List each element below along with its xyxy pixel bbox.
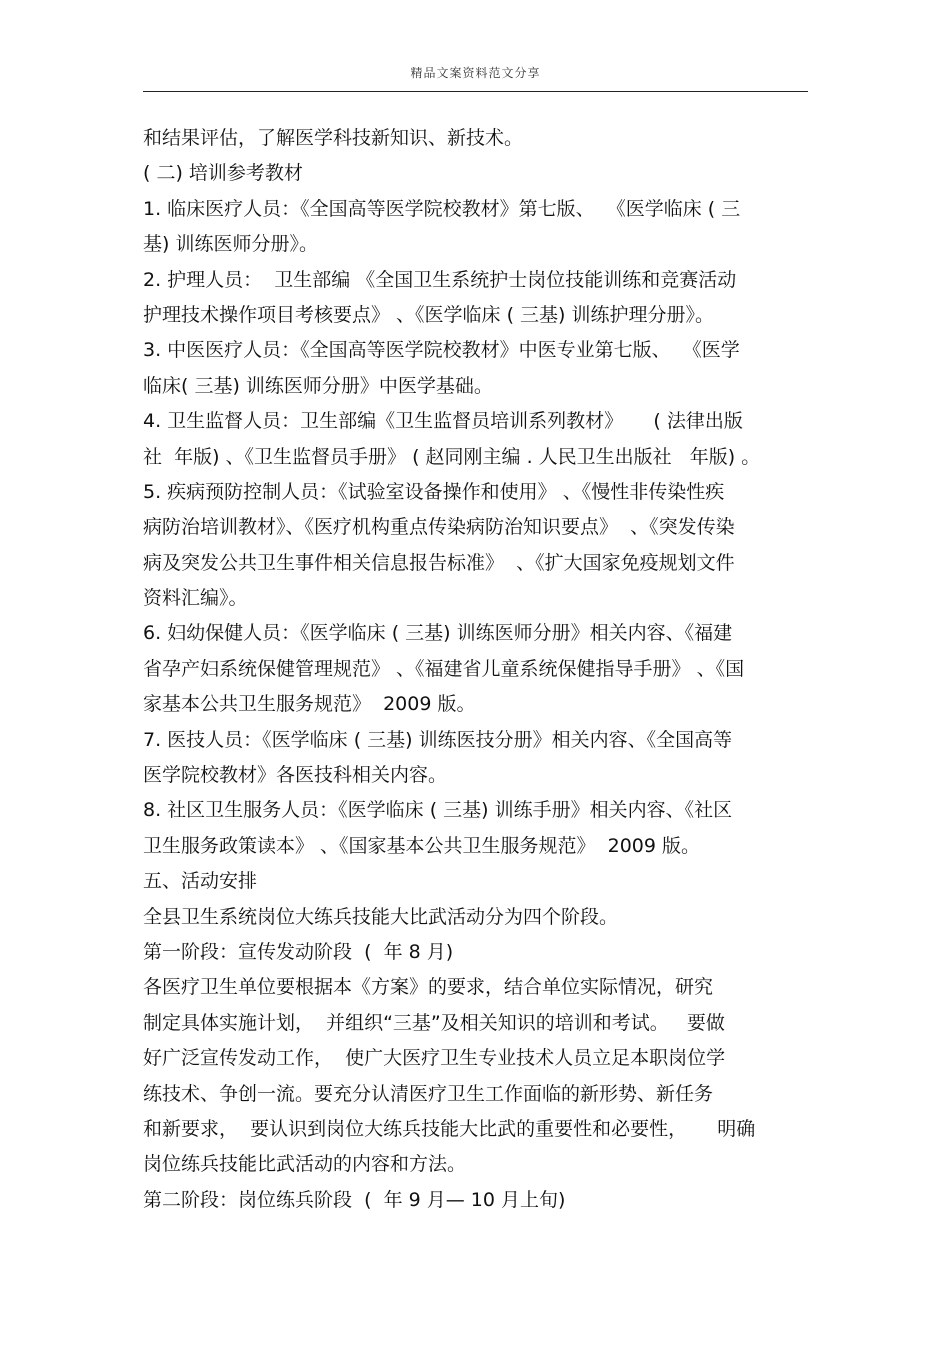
text-line: 练技术、争创一流。要充分认清医疗卫生工作面临的新形势、新任务	[143, 1082, 714, 1105]
text-line: 制定具体实施计划， 并组织“三基”及相关知识的培训和考试。 要做	[143, 1011, 725, 1034]
text-line: 3. 中医医疗人员：《全国高等医学院校教材》中医专业第七版、 《医学	[143, 339, 740, 362]
text-line: 5. 疾病预防控制人员：《试验室设备操作和使用》 、《慢性非传染性疾	[143, 480, 725, 503]
document-body	[143, 121, 808, 1218]
section-heading: 五、活动安排	[143, 870, 258, 893]
page-header-title: 精品文案资料范文分享	[410, 66, 541, 80]
text-line: 社 年版) 、《卫生监督员手册》 ( 赵同刚主编 . 人民卫生出版社 年版) 。	[143, 445, 761, 468]
text-line: 各医疗卫生单位要根据本《方案》的要求，结合单位实际情况，研究	[143, 976, 714, 999]
text-line: 和结果评估，了解医学科技新知识、新技术。	[143, 127, 524, 149]
text-line: 省孕产妇系统保健管理规范》 、《福建省儿童系统保健指导手册》 、《国	[143, 657, 745, 680]
stage-heading: 第一阶段：宣传发动阶段 ( 年 8 月)	[143, 940, 454, 963]
text-line: 资料汇编》。	[143, 587, 248, 610]
text-line: 基) 训练医师分册》。	[143, 233, 318, 256]
text-line: 岗位练兵技能比武活动的内容和方法。	[143, 1153, 467, 1176]
text-line: 护理技术操作项目考核要点》 、《医学临床 ( 三基) 训练护理分册》。	[143, 303, 714, 326]
text-line: 6. 妇幼保健人员：《医学临床 ( 三基) 训练医师分册》相关内容、《福建	[143, 622, 733, 645]
text-line: 8. 社区卫生服务人员：《医学临床 ( 三基) 训练手册》相关内容、《社区	[143, 799, 733, 822]
text-line: 7. 医技人员：《医学临床 ( 三基) 训练医技分册》相关内容、《全国高等	[143, 728, 733, 751]
text-line: 好广泛宣传发动工作， 使广大医疗卫生专业技术人员立足本职岗位学	[143, 1047, 726, 1070]
text-line: 临床( 三基) 训练医师分册》中医学基础。	[143, 374, 493, 397]
text-line: 病及突发公共卫生事件相关信息报告标准》 、《扩大国家免疫规划文件	[143, 551, 735, 574]
header-divider	[143, 91, 808, 92]
text-line: 卫生服务政策读本》 、《国家基本公共卫生服务规范》 2009 版。	[143, 834, 701, 857]
text-line: 家基本公共卫生服务规范》 2009 版。	[143, 693, 476, 716]
text-line: 1. 临床医疗人员：《全国高等医学院校教材》第七版、 《医学临床 ( 三	[143, 197, 741, 220]
text-line: 2. 护理人员： 卫生部编 《全国卫生系统护士岗位技能训练和竞赛活动	[143, 268, 737, 291]
text-line: 4. 卫生监督人员：卫生部编《卫生监督员培训系列教材》 ( 法律出版	[143, 410, 743, 433]
text-line: 和新要求， 要认识到岗位大练兵技能大比武的重要性和必要性， 明确	[143, 1117, 756, 1140]
stage-heading: 第二阶段：岗位练兵阶段 ( 年 9 月— 10 月上旬)	[143, 1188, 566, 1211]
text-line: 病防治培训教材》、《医疗机构重点传染病防治知识要点》 、《突发传染	[143, 516, 735, 539]
section-heading: ( 二) 培训参考教材	[143, 162, 303, 185]
text-line: 医学院校教材》各医技科相关内容。	[143, 764, 448, 787]
text-line: 全县卫生系统岗位大练兵技能大比武活动分为四个阶段。	[143, 905, 619, 928]
